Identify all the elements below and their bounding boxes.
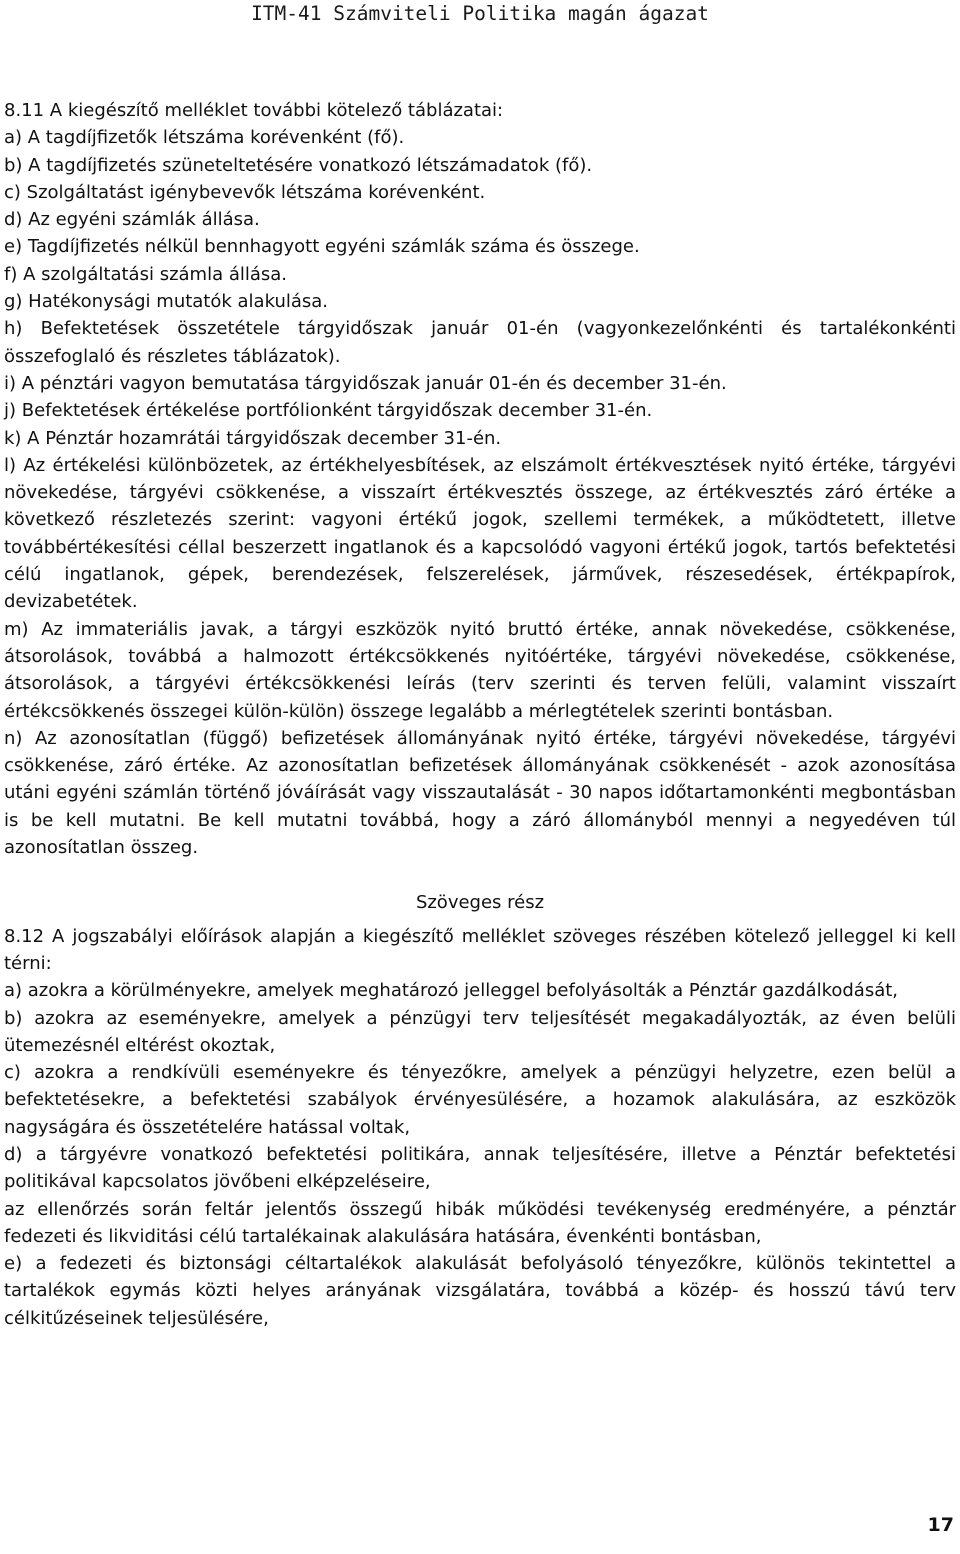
list-item-l: l) Az értékelési különbözetek, az értékhelyesbítések, az elszámolt értékvesztések nyitó értéke, tárgyévi növekedése, tárgyévi csökkenése, a visszaírt értékvesztés összege, az értékvesztés záró értéke a következő részletezés szerint: vagyoni értékű jogok, szellemi termékek, a működtetett, illetve továbbértékesítési céllal beszerzett ingatlanok és a kapcsolódó vagyoni értékű jogok, tartós befektetési célú ingatlanok, gépek, berendezések, felszerelések, járművek, részesedések, értékpapírok, devizabetétek. bbox=[4, 454, 956, 613]
list-item-n: n) Az azonosítatlan (függő) befizetések állományának nyitó értéke, tárgyévi növekedése, tárgyévi csökkenése, záró értéke. Az azonosítatlan befizetések állományának csökkenését - azok azonosítása utáni egyéni számlán történő jóváírását vagy visszautalását - 30 napos időtartamonkénti megbontásban is be kell mutatni. Be kell mutatni továbbá, hogy a záró állományból mennyi a negyedéven túl azonosítatlan összeg. bbox=[4, 727, 956, 859]
page-number: 17 bbox=[927, 1514, 954, 1536]
list-item-k: k) A Pénztár hozamrátái tárgyidőszak december 31-én. bbox=[4, 427, 502, 449]
list-item: a) A tagdíjfizetők létszáma korévenként (fő). bbox=[4, 127, 405, 149]
page-header bbox=[0, 2, 960, 25]
list-item-i: i) A pénztári vagyon bemutatása tárgyidőszak január 01-én és december 31-én. bbox=[4, 372, 727, 394]
list-item: a) azokra a körülményekre, amelyek meghatározó jelleggel befolyásolták a Pénztár gazdálkodását, bbox=[4, 980, 899, 1002]
document-title: ITM-41 Számviteli Politika magán ágazat bbox=[251, 2, 709, 25]
list-item: d) Az egyéni számlák állása. bbox=[4, 209, 260, 231]
section-812-intro: 8.12 A jogszabályi előírások alapján a kiegészítő melléklet szöveges részében kötelező jelleggel ki kell térni: bbox=[4, 925, 956, 974]
list-item: e) a fedezeti és biztonsági céltartalékok alakulását befolyásoló tényezőkre, különös tekintettel a tartalékok egymás közti helyes arányának vizsgálatára, továbbá a közép- és hosszú távú terv célkitűzéseinek teljesülésére, bbox=[4, 1253, 956, 1329]
list-item: c) Szolgáltatást igénybevevők létszáma korévenként. bbox=[4, 181, 486, 203]
section-heading: Szöveges rész bbox=[415, 892, 545, 914]
list-item-h: h) Befektetések összetétele tárgyidőszak január 01-én (vagyonkezelőnkénti és tartalékonkénti összefoglaló és részletes táblázatok). bbox=[4, 318, 956, 367]
list-item: g) Hatékonysági mutatók alakulása. bbox=[4, 291, 329, 313]
document-body bbox=[4, 97, 956, 1332]
list-item: f) A szolgáltatási számla állása. bbox=[4, 263, 288, 285]
list-item-j: j) Befektetések értékelése portfólionként tárgyidőszak december 31-én. bbox=[4, 400, 653, 422]
list-item: e) Tagdíjfizetés nélkül bennhagyott egyéni számlák száma és összege. bbox=[4, 236, 640, 258]
list-item: az ellenőrzés során feltár jelentős összegű hibák működési tevékenység eredményére, a pénztár fedezeti és likviditási célú tartalékainak alakulására hatására, évenkénti bontásban, bbox=[4, 1198, 956, 1247]
list-item-m: m) Az immateriális javak, a tárgyi eszközök nyitó bruttó értéke, annak növekedése, csökkenése, átsorolások, továbbá a halmozott értékcsökkenés nyitóértéke, tárgyévi növekedése, csökkenése, átsorolások, a tárgyévi értékcsökkenési leírás (terv szerinti és terven felüli, valamint visszaírt értékcsökkenés összegei külön-külön) összege legalább a mérlegtételek szerinti bontásban. bbox=[4, 618, 956, 722]
list-item: b) azokra az eseményekre, amelyek a pénzügyi terv teljesítését megakadályozták, az éven belüli ütemezésnél eltérést okoztak, bbox=[4, 1007, 956, 1056]
section-811-title: 8.11 A kiegészítő melléklet további kötelező táblázatai: bbox=[4, 100, 504, 121]
list-item: b) A tagdíjfizetés szüneteltetésére vonatkozó létszámadatok (fő). bbox=[4, 154, 593, 176]
list-item: c) azokra a rendkívüli eseményekre és tényezőkre, amelyek a pénzügyi helyzetre, ezen belül a befektetésekre, a befektetési szabályok érvényesülésére, a hozamok alakulására, az eszközök nagyságára és összetételére hatással voltak, bbox=[4, 1062, 956, 1138]
list-item: d) a tárgyévre vonatkozó befektetési politikára, annak teljesítésére, illetve a Pénztár befektetési politikával kapcsolatos jövőbeni elképzeléseire, bbox=[4, 1143, 956, 1193]
